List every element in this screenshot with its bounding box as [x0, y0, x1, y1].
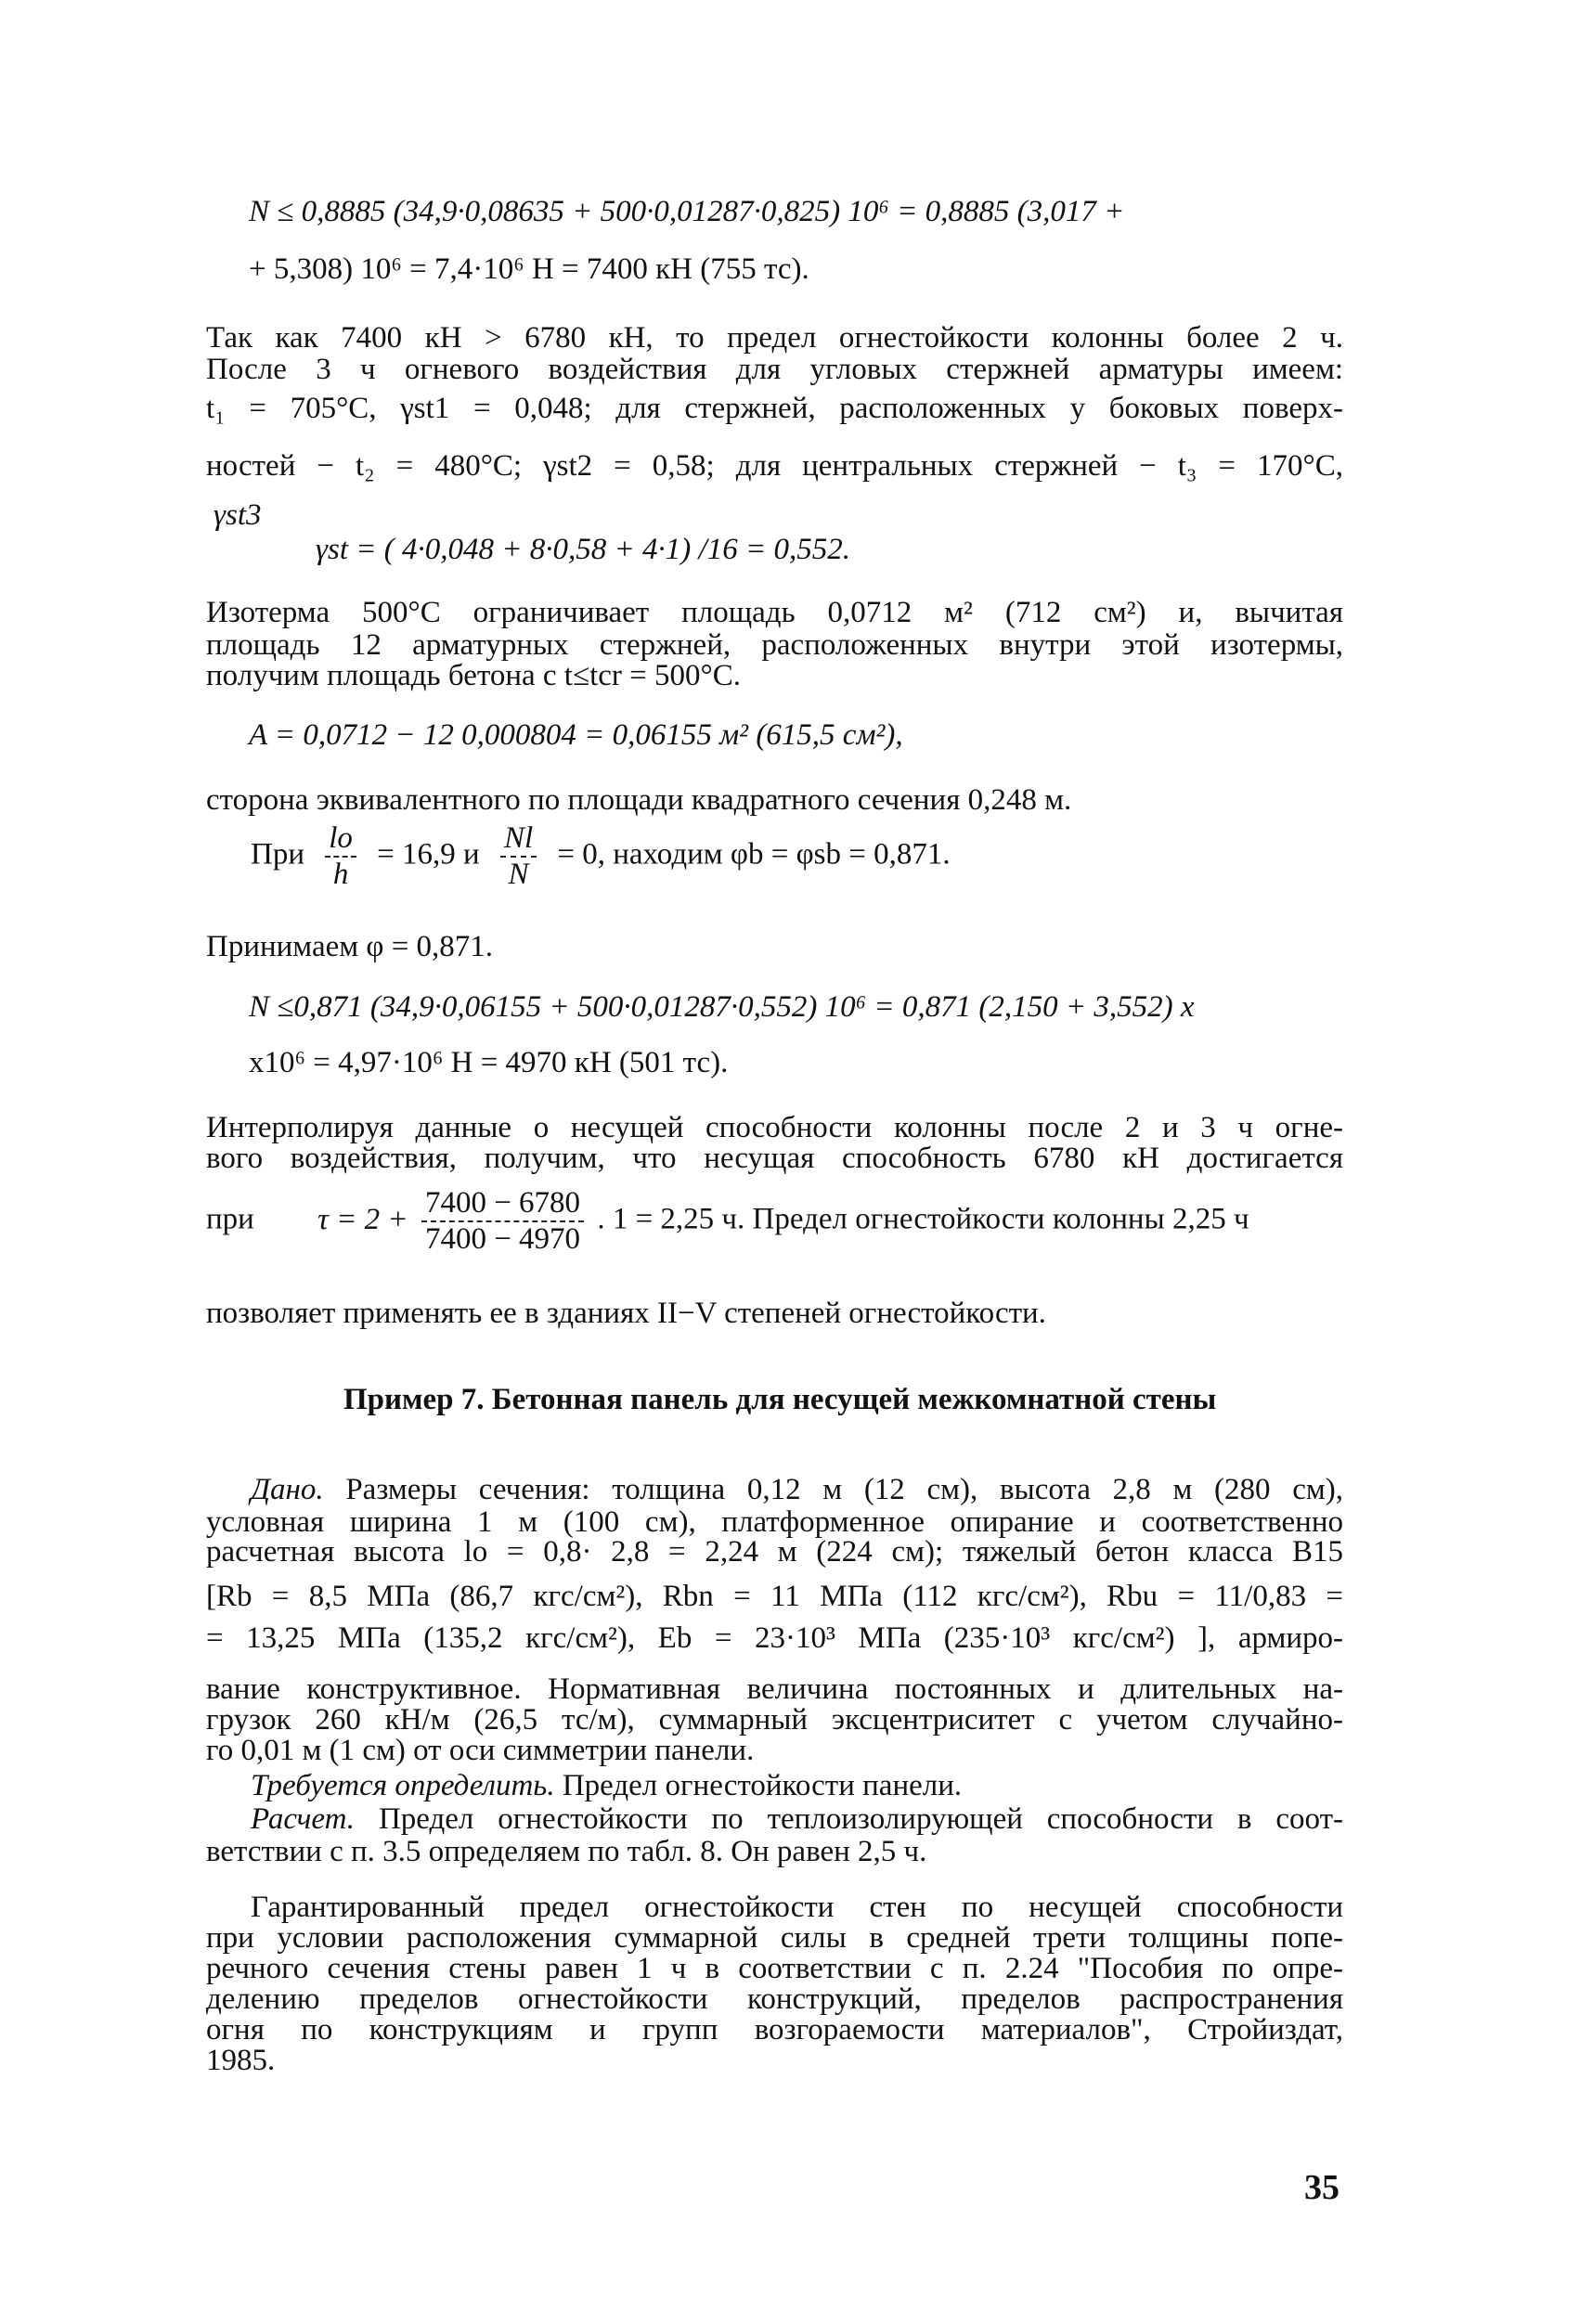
paragraph-line: вание конструктивное. Нормативная величина постоянных и длительных на-	[206, 1672, 1343, 1706]
paragraph-line: t₁ = 705°C, γst1 = 0,048; для стержней, расположенных у боковых поверх-	[206, 392, 1343, 425]
paragraph-line: Принимаем φ = 0,871.	[206, 930, 494, 963]
paragraph-line: = 13,25 МПа (135,2 кгс/см²), Eb = 23·10³ МПа (235·10³ кгс/см²) ], армиро-	[206, 1621, 1343, 1655]
fraction	[500, 821, 537, 892]
paragraph-line: площадь 12 арматурных стержней, расположенных внутри этой изотермы,	[206, 628, 1343, 662]
label-given: Дано.	[251, 1473, 324, 1506]
equation-text: τ = 2 +	[317, 1202, 408, 1236]
paragraph-line: ветствии с п. 3.5 определяем по табл. 8. Он равен 2,5 ч.	[206, 1835, 927, 1868]
paragraph-line: позволяет применять ее в зданиях II−V степеней огнестойкости.	[206, 1297, 1046, 1330]
equation-fraction-block	[206, 1186, 1249, 1257]
paragraph-line	[251, 1801, 1343, 1838]
paragraph-line: γst3	[214, 498, 262, 532]
paragraph-text: Предел огнестойкости по теплоизолирующей способности в соот-	[378, 1802, 1344, 1836]
paragraph-line: 1985.	[206, 2044, 276, 2077]
equation-line: N ≤0,871 (34,9·0,06155 + 500·0,01287·0,552) 10⁶ = 0,871 (2,150 + 3,552) x	[249, 990, 1195, 1024]
paragraph-line	[251, 1767, 962, 1804]
fraction-denominator: 7400 − 4970	[424, 1222, 581, 1256]
paragraph-line: После 3 ч огневого воздействия для угловых стержней арматуры имеем:	[206, 353, 1343, 386]
paragraph-line: сторона эквивалентного по площади квадратного сечения 0,248 м.	[206, 783, 1072, 817]
fraction-numerator: Nl	[503, 821, 534, 855]
fraction-denominator: N	[508, 858, 529, 891]
equation-line: N ≤ 0,8885 (34,9·0,08635 + 500·0,01287·0,825) 10⁶ = 0,8885 (3,017 +	[249, 195, 1125, 228]
paragraph-line: Интерполируя данные о несущей способности колонны после 2 и 3 ч огне-	[206, 1111, 1343, 1144]
fraction-numerator: 7400 − 6780	[424, 1186, 581, 1220]
equation-line: A = 0,0712 − 12 0,000804 = 0,06155 м² (615,5 см²),	[249, 718, 903, 752]
paragraph-line: расчетная высота lo = 0,8· 2,8 = 2,24 м (224 см); тяжелый бетон класса В15	[206, 1535, 1343, 1569]
paragraph-line	[251, 1471, 1343, 1508]
paragraph-line: Гарантированный предел огнестойкости стен по несущей способности	[251, 1891, 1343, 1924]
equation-fraction-block	[251, 821, 951, 892]
equation-text: При	[251, 837, 304, 872]
paragraph-line: [Rb = 8,5 МПа (86,7 кгс/см²), Rbn = 11 МПа (112 кгс/см²), Rbu = 11/0,83 =	[206, 1580, 1343, 1613]
paragraph-line: речного сечения стены равен 1 ч в соответствии с п. 2.24 "Пособия по опре-	[206, 1952, 1343, 1985]
equation-text: = 0, находим φb = φsb = 0,871.	[557, 837, 951, 872]
equation-text: . 1 = 2,25 ч. Предел огнестойкости колонны 2,25 ч	[597, 1202, 1249, 1236]
paragraph-line: условная ширина 1 м (100 см), платформенное опирание и соответственно	[206, 1505, 1343, 1539]
paragraph-line: делению пределов огнестойкости конструкций, пределов распространения	[206, 1982, 1343, 2016]
paragraph-line: ностей − t₂ = 480°C; γst2 = 0,58; для центральных стержней − t₃ = 170°C,	[206, 449, 1343, 483]
paragraph-line: го 0,01 м (1 см) от оси симметрии панели.	[206, 1734, 755, 1767]
page-number: 35	[1304, 2168, 1340, 2207]
section-heading: Пример 7. Бетонная панель для несущей межкомнатной стены	[343, 1383, 1217, 1416]
paragraph-line: получим площадь бетона с t≤tcr = 500°С.	[206, 659, 741, 692]
paragraph-line: огня по конструкциям и групп возгораемости материалов", Стройиздат,	[206, 2013, 1343, 2046]
equation-line: γst = ( 4·0,048 + 8·0,58 + 4·1) /16 = 0,552.	[316, 533, 850, 566]
equation-text: при	[206, 1202, 254, 1236]
fraction	[325, 821, 356, 892]
paragraph-text: Размеры сечения: толщина 0,12 м (12 см), высота 2,8 м (280 см),	[345, 1473, 1344, 1506]
equation-text: = 16,9 и	[377, 837, 480, 872]
equation-line: + 5,308) 10⁶ = 7,4·10⁶ Н = 7400 кН (755 тс).	[249, 252, 809, 286]
fraction	[421, 1186, 584, 1257]
paragraph-line: Так как 7400 кН > 6780 кН, то предел огнестойкости колонны более 2 ч.	[206, 321, 1343, 355]
fraction-denominator: h	[332, 858, 349, 891]
paragraph-line: при условии расположения суммарной силы в средней трети толщины попе-	[206, 1921, 1343, 1955]
paragraph-line: грузок 260 кН/м (26,5 тс/м), суммарный эксцентриситет с учетом случайно-	[206, 1703, 1343, 1737]
fraction-numerator: lo	[329, 821, 353, 855]
paragraph-line: Изотерма 500°С ограничивает площадь 0,0712 м² (712 см²) и, вычитая	[206, 596, 1343, 629]
label-required: Требуется определить.	[251, 1769, 555, 1802]
paragraph-line: вого воздействия, получим, что несущая способность 6780 кН достигается	[206, 1142, 1343, 1175]
equation-line: x10⁶ = 4,97·10⁶ Н = 4970 кН (501 тс).	[249, 1046, 729, 1079]
label-calculation: Расчет.	[251, 1802, 356, 1836]
paragraph-text: Предел огнестойкости панели.	[562, 1769, 963, 1802]
